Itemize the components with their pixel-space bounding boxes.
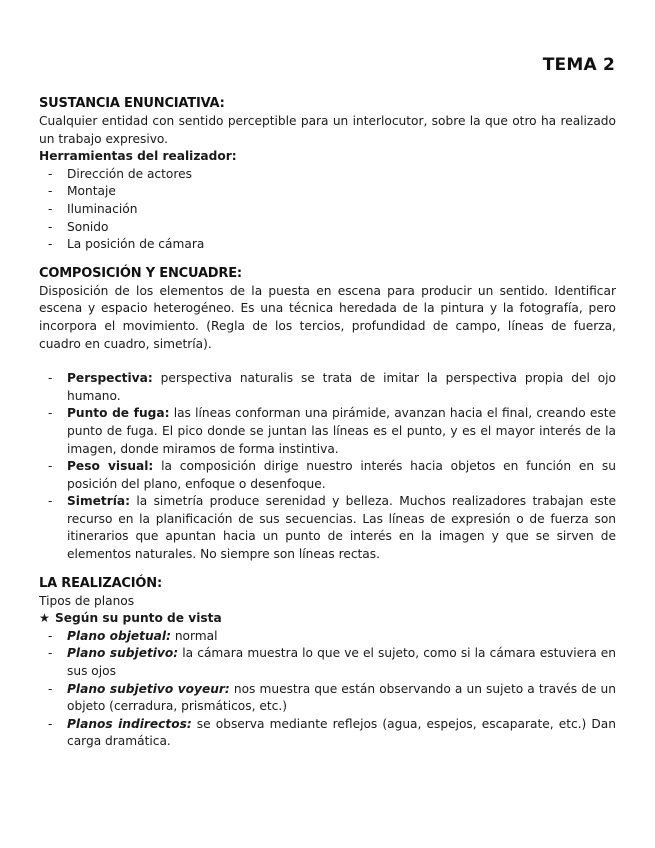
term-text: las líneas conforman una pirámide, avanzan hacia el final, creando este punto de fuga. El pico donde se juntan las líneas es el punto, y es el mayor interés de la imagen, donde miramos de forma instintiva. bbox=[67, 406, 616, 456]
list-item bbox=[39, 166, 616, 184]
term-plano-objetual: Plano objetual: bbox=[67, 628, 171, 643]
bullet-dash: - bbox=[48, 628, 53, 643]
point-of-view-label: Según su punto de vista bbox=[55, 611, 222, 626]
term-plano-subjetivo-voyeur: Plano subjetivo voyeur: bbox=[67, 681, 230, 696]
tool-label: La posición de cámara bbox=[67, 237, 205, 252]
list-item bbox=[39, 716, 616, 751]
section-title-realizacion: LA REALIZACIÓN: bbox=[39, 575, 162, 591]
composicion-list bbox=[39, 370, 616, 564]
planos-list bbox=[39, 628, 616, 751]
tools-list bbox=[39, 166, 616, 254]
content bbox=[39, 95, 616, 751]
bullet-dash: - bbox=[48, 237, 53, 252]
list-item bbox=[39, 219, 616, 237]
bullet-dash: - bbox=[48, 201, 53, 216]
list-item bbox=[39, 493, 616, 563]
bullet-dash: - bbox=[48, 681, 53, 696]
term-simetria: Simetría: bbox=[67, 494, 131, 509]
bullet-dash: - bbox=[48, 459, 53, 474]
term-text: la simetría produce serenidad y belleza. Muchos realizadores trabajan este recurso en la planificación de sus secuencias. Las líneas de expresión o de fuerza son itinerarios que apuntan hacia un punto de interés en la imagen y que se sirven de elementos naturales. No siempre son líneas rectas. bbox=[67, 494, 616, 562]
tool-label: Iluminación bbox=[67, 201, 138, 216]
bullet-dash: - bbox=[48, 494, 53, 509]
composicion-definition: Disposición de los elementos de la puesta en escena para producir un sentido. Identificar escena y espacio heterogéneo. Es una técnica heredada de la pintura y la fotografía, pero incorpora el movimiento. (Regla de los tercios, profundidad de campo, líneas de fuerza, cuadro en cuadro, simetría). bbox=[39, 283, 616, 351]
tool-label: Montaje bbox=[67, 184, 116, 199]
list-item bbox=[39, 183, 616, 201]
list-item bbox=[39, 458, 616, 493]
term-text: normal bbox=[170, 628, 218, 643]
bullet-dash: - bbox=[48, 184, 53, 199]
term-text: la cámara muestra lo que ve el sujeto, como si la cámara estuviera en sus ojos bbox=[67, 646, 616, 679]
sustancia-definition: Cualquier entidad con sentido perceptible para un interlocutor, sobre la que otro ha realizado un trabajo expresivo. bbox=[39, 114, 616, 146]
realizacion-subtitle: Tipos de planos bbox=[39, 593, 135, 608]
term-text: la composición dirige nuestro interés hacia objetos en función en su posición del plano, enfoque o desenfoque. bbox=[67, 459, 616, 491]
section-title-sustancia: SUSTANCIA ENUNCIATIVA: bbox=[39, 96, 225, 111]
term-text: se observa mediante reflejos (agua, espejos, escaparate, etc.) Dan carga dramática. bbox=[67, 716, 616, 749]
term-perspectiva: Perspectiva: bbox=[67, 371, 153, 386]
star-icon: ★ bbox=[39, 611, 50, 626]
term-punto-de-fuga: Punto de fuga: bbox=[67, 406, 170, 421]
tools-heading: Herramientas del realizador: bbox=[39, 149, 237, 164]
list-item bbox=[39, 628, 616, 646]
section-title-composicion: COMPOSICIÓN Y ENCUADRE: bbox=[39, 265, 242, 281]
list-item bbox=[39, 681, 616, 716]
bullet-dash: - bbox=[48, 166, 53, 181]
point-of-view-heading bbox=[39, 610, 616, 628]
list-item bbox=[39, 201, 616, 219]
bullet-dash: - bbox=[48, 406, 53, 421]
term-planos-indirectos: Planos indirectos: bbox=[67, 716, 192, 731]
tool-label: Sonido bbox=[67, 219, 109, 234]
bullet-dash: - bbox=[48, 371, 53, 386]
list-item bbox=[39, 405, 616, 458]
list-item bbox=[39, 370, 616, 405]
list-item bbox=[39, 645, 616, 680]
topic-title: TEMA 2 bbox=[542, 55, 615, 75]
term-peso-visual: Peso visual: bbox=[67, 459, 154, 474]
bullet-dash: - bbox=[48, 219, 53, 234]
term-text: perspectiva naturalis se trata de imitar la perspectiva propia del ojo humano. bbox=[67, 371, 616, 403]
bullet-dash: - bbox=[48, 646, 53, 661]
list-item bbox=[39, 236, 616, 254]
term-plano-subjetivo: Plano subjetivo: bbox=[67, 646, 179, 661]
bullet-dash: - bbox=[48, 716, 53, 731]
tool-label: Dirección de actores bbox=[67, 166, 192, 181]
term-text: nos muestra que están observando a un sujeto a través de un objeto (cerradura, prismáticos, etc.) bbox=[67, 681, 616, 714]
